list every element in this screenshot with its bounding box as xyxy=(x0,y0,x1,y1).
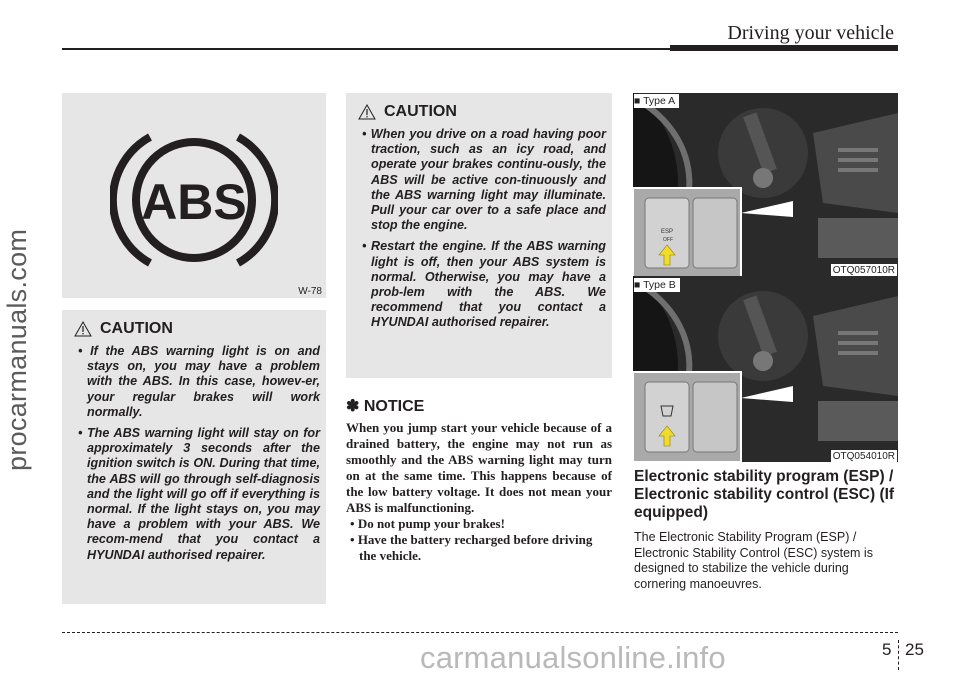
notice-body: When you jump start your vehicle because of a drained battery, the engine may not run as smoothly and the ABS warning light may turn on at the same time. This happens because of the low battery voltage. It does not mean your ABS is malfunctioning. xyxy=(346,420,612,515)
caution-title: CAUTION xyxy=(100,320,173,337)
page-number: 25 xyxy=(905,640,924,659)
esp-section-body: The Electronic Stability Program (ESP) / Electronic Stability Control (ESC) system is designed to stabilize the vehicle during cornering manoeuvres. xyxy=(634,530,873,591)
chapter-number: 5 xyxy=(882,640,892,659)
caution-heading xyxy=(74,320,320,338)
esp-button-sublabel: OFF xyxy=(663,237,673,243)
dashboard-photo-illustration xyxy=(633,93,898,278)
notice-item: • Do not pump your brakes! xyxy=(346,516,612,532)
photo-code: OTQ054010R xyxy=(832,451,895,462)
notice-list xyxy=(346,516,612,564)
section-title: Driving your vehicle xyxy=(727,22,894,44)
illustration-code: W-78 xyxy=(298,286,322,297)
esp-button-label: ESP xyxy=(661,229,674,235)
watermark-bottom: carmanualsonline.info xyxy=(420,640,726,675)
caution-item: • When you drive on a road having poor traction, such as an icy road, and operate your brakes continu-ously, the ABS will be active con-tinuously and the ABS warning light may illuminate. Pull your car over to a safe place and stop the engine. xyxy=(358,127,606,233)
warning-triangle-icon xyxy=(74,321,92,337)
abs-warning-icon xyxy=(110,125,278,275)
dashboard-photo-type-a xyxy=(633,93,898,278)
footer-separator xyxy=(898,640,899,670)
header-rule-accent xyxy=(670,45,898,51)
photo-code: OTQ057010R xyxy=(832,265,895,276)
esp-section-heading: Electronic stability program (ESP) / Electronic stability control (ESC) (If equipped) xyxy=(634,468,895,521)
footer-rule xyxy=(62,632,898,633)
caution-list xyxy=(74,344,320,563)
caution-list xyxy=(358,127,606,331)
caution-box-middle xyxy=(346,93,612,378)
photo-type-label: ■ Type A xyxy=(634,94,679,108)
caution-item: • Restart the engine. If the ABS warning light is off, then your ABS system is normal. Otherwise, you may have a prob-lem with the ABS. We recommend that you contact a HYUNDAI authorised repairer. xyxy=(358,239,606,330)
caution-heading xyxy=(358,103,606,121)
caution-title: CAUTION xyxy=(384,103,457,120)
dashboard-photo-illustration xyxy=(633,276,898,462)
caution-item: • If the ABS warning light is on and stays on, you may have a problem with the ABS. In this case, howev-er, your regular brakes will work normally. xyxy=(74,344,320,420)
photo-type-label: ■ Type B xyxy=(634,278,680,292)
warning-triangle-icon xyxy=(358,104,376,120)
caution-box-left xyxy=(62,310,326,604)
notice-section xyxy=(346,396,612,564)
caution-item: • The ABS warning light will stay on for approximately 3 seconds after the ignition switch is ON. During that time, the ABS will go through self-diagnosis and the light will go off if everything is normal. If the light stays on, you may have a problem with your ABS. We recom-mend that you contact a HYUNDAI authorised repairer. xyxy=(74,426,320,563)
notice-title: ✽ NOTICE xyxy=(346,398,425,415)
dashboard-photo-type-b xyxy=(633,276,898,462)
notice-item: • Have the battery recharged before driving the vehicle. xyxy=(346,532,612,564)
watermark-left: procarmanuals.com xyxy=(2,228,32,472)
abs-symbol-text: ABS xyxy=(141,174,247,230)
